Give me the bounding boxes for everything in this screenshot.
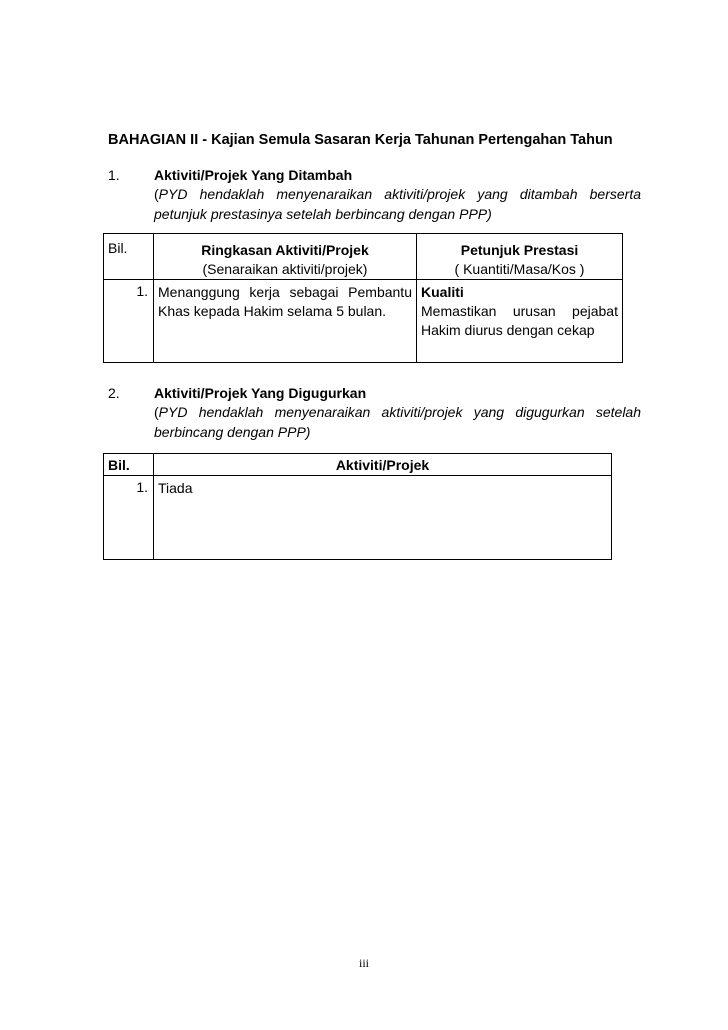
col-header-activity: Aktiviti/Projek bbox=[154, 454, 612, 476]
section1-title: Aktiviti/Projek Yang Ditambah bbox=[154, 167, 353, 183]
section1-note bbox=[154, 184, 641, 224]
col-header-bil: Bil. bbox=[104, 234, 154, 280]
row-bil: 1. bbox=[104, 280, 154, 363]
table-row bbox=[104, 476, 612, 560]
col-header-indicator-sub: ( Kuantiti/Masa/Kos ) bbox=[454, 261, 585, 277]
section2-note bbox=[154, 402, 641, 442]
section1-number: 1. bbox=[108, 167, 120, 183]
row-bil: 1. bbox=[104, 476, 154, 560]
row-activity: Tiada bbox=[154, 476, 612, 560]
table-header-row bbox=[104, 454, 612, 476]
row-indicator-label: Kualiti bbox=[421, 284, 464, 300]
section2-note-paren: ( bbox=[154, 404, 159, 420]
section-heading: BAHAGIAN II - Kajian Semula Sasaran Kerja Tahunan Pertengahan Tahun bbox=[108, 132, 613, 148]
row-summary: Menanggung kerja sebagai Pembantu Khas kepada Hakim selama 5 bulan. bbox=[154, 280, 417, 363]
col-header-bil: Bil. bbox=[104, 454, 154, 476]
table-row bbox=[104, 280, 623, 363]
section2-title: Aktiviti/Projek Yang Digugurkan bbox=[154, 385, 367, 401]
row-indicator bbox=[417, 280, 623, 363]
row-indicator-text: Memastikan urusan pejabat Hakim diurus dengan cekap bbox=[421, 303, 618, 338]
page-number: iii bbox=[358, 956, 369, 970]
added-activities-table bbox=[103, 233, 623, 363]
col-header-indicator-title: Petunjuk Prestasi bbox=[460, 242, 579, 258]
col-header-indicator bbox=[417, 234, 623, 280]
section2-note-text: PYD hendaklah menyenaraikan aktiviti/projek yang digugurkan setelah berbincang dengan PPP) bbox=[154, 404, 641, 440]
section1-note-paren: ( bbox=[154, 186, 159, 202]
col-header-summary-title: Ringkasan Aktiviti/Projek bbox=[201, 242, 369, 258]
section1-note-text: PYD hendaklah menyenaraikan aktiviti/projek yang ditambah berserta petunjuk prestasinya setelah berbincang dengan PPP) bbox=[154, 186, 641, 222]
col-header-summary bbox=[154, 234, 417, 280]
col-header-summary-sub: (Senaraikan aktiviti/projek) bbox=[202, 261, 368, 277]
table-header-row bbox=[104, 234, 623, 280]
dropped-activities-table bbox=[103, 453, 612, 560]
section2-number: 2. bbox=[108, 385, 120, 401]
